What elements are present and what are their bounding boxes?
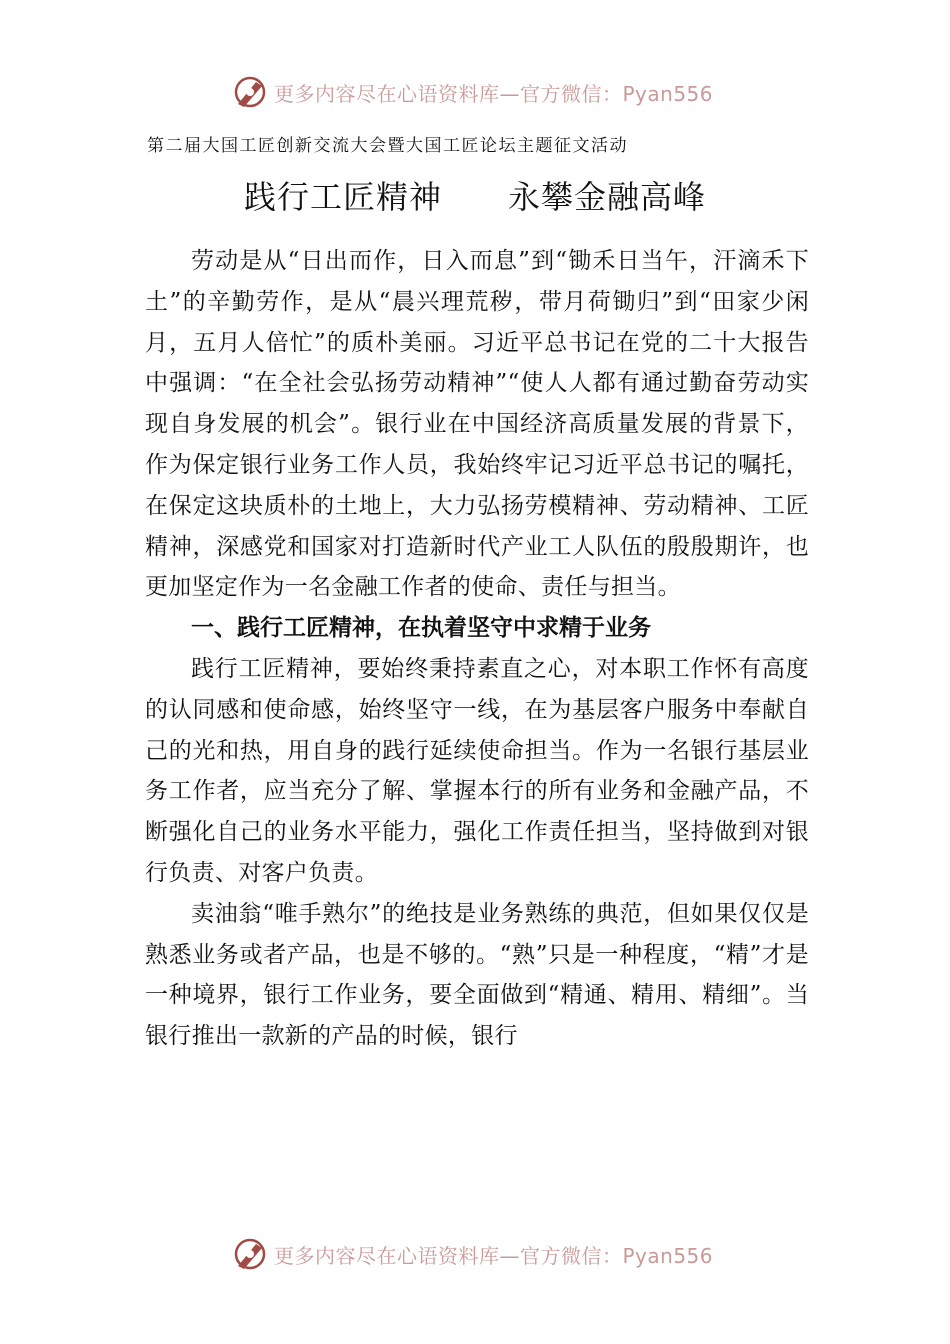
document-subtitle: 第二届大国工匠创新交流大会暨大国工匠论坛主题征文活动 <box>147 136 628 156</box>
pen-nib-circle-logo <box>232 74 268 110</box>
watermark-text: 更多内容尽在心语资料库—官方微信：Pyan556 <box>274 81 714 106</box>
document-body <box>145 241 809 1057</box>
watermark-banner-top <box>232 72 713 112</box>
pen-nib-circle-logo <box>232 1236 268 1272</box>
intro-paragraph: 劳动是从“日出而作，日入而息”到“锄禾日当午，汗滴禾下土”的辛勤劳作，是从“晨兴理荒秽，带月荷锄归”到“田家少闲月，五月人倍忙”的质朴美丽。习近平总书记在党的二十大报告中强调：“在全社会弘扬劳动精神”“使人人都有通过勤奋劳动实现自身发展的机会”。银行业在中国经济高质量发展的背景下，作为保定银行业务工作人员，我始终牢记习近平总书记的嘱托，在保定这块质朴的土地上，大力弘扬劳模精神、劳动精神、工匠精神，深感党和国家对打造新时代产业工人队伍的殷殷期许，也更加坚定作为一名金融工作者的使命、责任与担当。 <box>145 248 809 601</box>
section-paragraph: 践行工匠精神，要始终秉持素直之心，对本职工作怀有高度的认同感和使命感，始终坚守一线，在为基层客户服务中奉献自己的光和热，用自身的践行延续使命担当。作为一名银行基层业务工作者，应当充分了解、掌握本行的所有业务和金融产品，不断强化自己的业务水平能力，强化工作责任担当，坚持做到对银行负责、对客户负责。 <box>145 655 809 886</box>
document-title: 践行工匠精神 永攀金融高峰 <box>243 178 706 216</box>
watermark-banner-bottom <box>232 1234 713 1274</box>
section-paragraph: 卖油翁“唯手熟尔”的绝技是业务熟练的典范，但如果仅仅是熟悉业务或者产品，也是不够的。“熟”只是一种程度，“精”才是一种境界，银行工作业务，要全面做到“精通、精用、精细”。当银行推出一款新的产品的时候，银行 <box>145 900 809 1050</box>
section-heading: 一、践行工匠精神，在执着坚守中求精于业务 <box>191 615 651 642</box>
watermark-text: 更多内容尽在心语资料库—官方微信：Pyan556 <box>274 1243 714 1268</box>
